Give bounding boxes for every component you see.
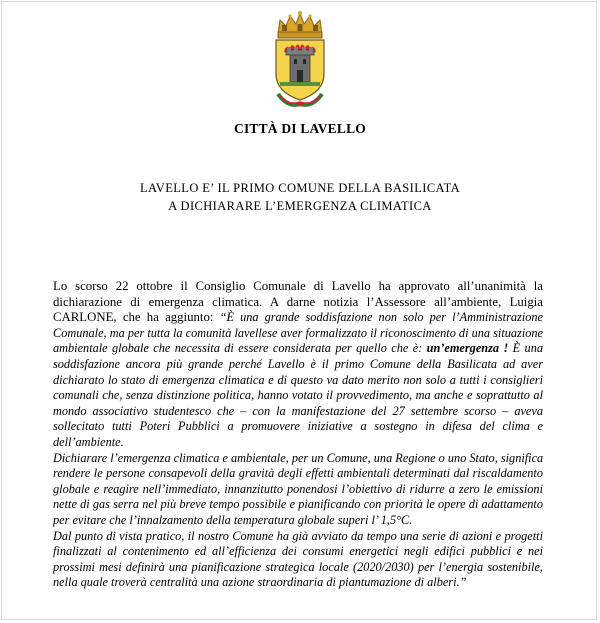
crown-icon bbox=[278, 11, 322, 38]
quote-line: sollecitato tutti Poteri Pubblici a promuovere iniziative a sostegno in difesa del clima e bbox=[53, 419, 543, 434]
body-line bbox=[53, 310, 543, 326]
quote-line bbox=[53, 341, 543, 357]
quote-line: dell’ambiente. bbox=[53, 434, 124, 449]
quote-line: per evitare che l’innalzamento della temperatura globale superi l’ 1,5°C. bbox=[53, 512, 413, 527]
city-crest-emblem bbox=[268, 8, 332, 112]
quote-text: ambientale globale che necessita di essere considerata per quello che è: bbox=[53, 341, 427, 356]
emphasis-text: un’emergenza ! bbox=[426, 341, 509, 356]
quote-line: nette di gas serra nel più breve tempo possibile e pianificando con priorità le opere di adattamento bbox=[53, 497, 543, 512]
quote-line: Comunale, ma per tutta la comunità lavellese aver formalizzato il riconoscimento di una situazione bbox=[53, 325, 543, 340]
press-release-body bbox=[53, 279, 543, 591]
body-line-plain: CARLONE, che ha aggiunto: bbox=[53, 310, 220, 325]
shield-icon bbox=[276, 40, 324, 100]
quote-line: finalizzati al contenimento ed all’efficienza dei consumi energetici negli edifici pubblici e nei bbox=[53, 544, 543, 559]
quote-line: prossimi mesi definirà una pianificazione strategica locale (2020/2030) per l’energia sostenibile, bbox=[53, 559, 543, 574]
quote-line: soddisfazione ancora più grande perché Lavello è il primo Comune della Basilicata ad aver bbox=[53, 356, 543, 371]
body-line: Lo scorso 22 ottobre il Consiglio Comunale di Lavello ha approvato all’unanimità la bbox=[53, 279, 543, 293]
quote-text: “È una grande soddisfazione non solo per l’Amministrazione bbox=[219, 310, 543, 325]
body-line: dichiarazione di emergenza climatica. A darne notizia l’Assessore all’ambiente, Luigia bbox=[53, 294, 543, 309]
quote-line: comunali che, senza distinzione politica, hanno votato il provvedimento, ma anche e soprattutto al bbox=[53, 388, 543, 403]
quote-line: Dichiarare l’emergenza climatica e ambientale, per un Comune, una Regione o uno Stato, significa bbox=[53, 450, 544, 465]
quote-line: mondo associativo studentesco che – con la manifestazione del 27 settembre scorso – aveva bbox=[53, 403, 543, 418]
headline-line-1: LAVELLO E’ IL PRIMO COMUNE DELLA BASILICATA bbox=[139, 181, 461, 195]
city-name: CITTÀ DI LAVELLO bbox=[234, 121, 366, 136]
headline-line-2: A DICHIARARE L’EMERGENZA CLIMATICA bbox=[168, 199, 432, 213]
quote-line: nella quale troverà centralità una azione straordinaria di piantumazione di alberi.” bbox=[53, 575, 467, 590]
quote-line: dichiarato lo stato di emergenza climatica e di questo va dato merito non solo a tutti i consiglieri bbox=[53, 372, 543, 387]
quote-line: rendere le persone consapevoli della gravità degli effetti ambientali determinati dal riscaldamento bbox=[53, 466, 543, 481]
quote-line: globale e reagire nell’immediato, innanzitutto ponendosi l’obiettivo di ridurre a zero le emissioni bbox=[53, 481, 543, 496]
quote-line: Dal punto di vista pratico, il nostro Comune ha già avviato da tempo una serie di azioni e progetti bbox=[53, 528, 543, 543]
quote-text: È una bbox=[508, 341, 543, 356]
